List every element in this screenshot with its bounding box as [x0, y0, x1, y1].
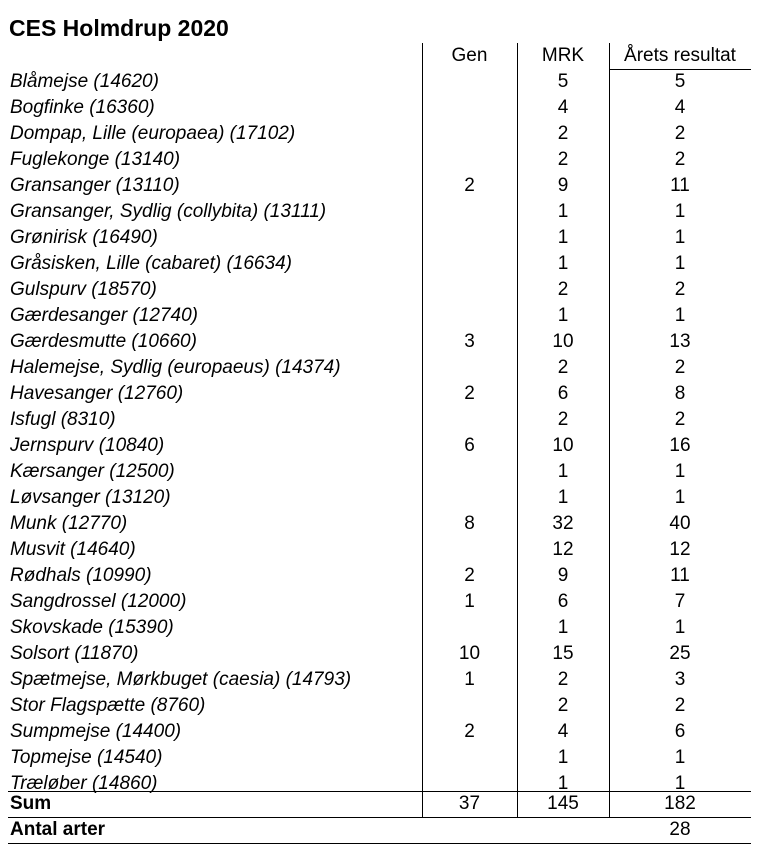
gen-value: 6 [464, 435, 475, 456]
mrk-value: 9 [557, 175, 569, 196]
result-value: 8 [674, 383, 686, 404]
sum-mrk: 145 [547, 793, 579, 814]
species-name: Topmejse (14540) [10, 747, 163, 768]
table-row [0, 277, 759, 303]
species-name: Dompap, Lille (europaea) (17102) [10, 123, 296, 144]
gen-value: 10 [458, 643, 481, 664]
result-value: 25 [669, 643, 691, 664]
sum-result: 182 [664, 793, 696, 814]
species-name: Gransanger, Sydlig (collybita) (13111) [10, 201, 327, 222]
gen-value: 2 [464, 565, 475, 586]
mrk-value: 10 [552, 331, 574, 352]
species-name: Løvsanger (13120) [10, 487, 171, 508]
mrk-value: 1 [557, 253, 569, 274]
gen-value: 1 [464, 591, 475, 612]
mrk-value: 6 [557, 383, 569, 404]
species-name: Gulspurv (18570) [10, 279, 157, 300]
mrk-value: 2 [557, 695, 569, 716]
species-count-value: 28 [669, 819, 691, 840]
table-row [0, 173, 759, 199]
species-name: Gråsisken, Lille (cabaret) (16634) [10, 253, 292, 274]
sum-label: Sum [10, 793, 52, 814]
gen-value: 2 [464, 721, 475, 742]
table-row [0, 641, 759, 667]
table-row [0, 433, 759, 459]
species-name: Solsort (11870) [10, 643, 139, 664]
result-value: 1 [674, 201, 686, 222]
table-row [0, 69, 759, 95]
mrk-value: 2 [557, 149, 569, 170]
species-name: Skovskade (15390) [10, 617, 174, 638]
species-name: Gærdesanger (12740) [10, 305, 198, 326]
mrk-value: 2 [557, 409, 569, 430]
species-name: Halemejse, Sydlig (europaeus) (14374) [10, 357, 341, 378]
table-row [0, 719, 759, 745]
header-mrk: MRK [541, 45, 585, 66]
mrk-value: 2 [557, 669, 569, 690]
result-value: 6 [674, 721, 686, 742]
header-gen: Gen [451, 45, 488, 66]
result-value: 40 [669, 513, 691, 534]
mrk-value: 1 [557, 487, 569, 508]
result-value: 1 [674, 747, 686, 768]
table-row [0, 459, 759, 485]
gen-value: 2 [464, 175, 475, 196]
mrk-value: 1 [557, 747, 569, 768]
mrk-value: 5 [557, 71, 569, 92]
mrk-value: 1 [557, 305, 569, 326]
result-value: 4 [674, 97, 686, 118]
table-row [0, 407, 759, 433]
mrk-value: 10 [552, 435, 574, 456]
mrk-value: 1 [557, 227, 569, 248]
species-name: Sumpmejse (14400) [10, 721, 182, 742]
species-name: Kærsanger (12500) [10, 461, 175, 482]
result-value: 2 [674, 149, 686, 170]
mrk-value: 1 [557, 201, 569, 222]
table-row [0, 615, 759, 641]
header-result: Årets resultat [624, 45, 736, 66]
gen-value: 3 [464, 331, 475, 352]
result-value: 11 [670, 565, 690, 586]
table-row [0, 693, 759, 719]
table-row [0, 121, 759, 147]
species-count-row [0, 817, 759, 843]
mrk-value: 4 [557, 721, 569, 742]
result-value: 11 [670, 175, 690, 196]
table-row [0, 95, 759, 121]
result-value: 5 [674, 71, 686, 92]
species-name: Grønirisk (16490) [10, 227, 158, 248]
mrk-value: 9 [557, 565, 569, 586]
gen-value: 2 [464, 383, 475, 404]
page-title: CES Holmdrup 2020 [9, 15, 229, 41]
species-name: Munk (12770) [10, 513, 128, 534]
table-row [0, 745, 759, 771]
species-name: Jernspurv (10840) [10, 435, 165, 456]
mrk-value: 2 [557, 357, 569, 378]
table-row [0, 485, 759, 511]
result-value: 1 [674, 487, 686, 508]
species-name: Musvit (14640) [10, 539, 136, 560]
species-name: Spætmejse, Mørkbuget (caesia) (14793) [10, 669, 352, 690]
table-row [0, 225, 759, 251]
mrk-value: 12 [552, 539, 574, 560]
table-row [0, 303, 759, 329]
species-name: Bogfinke (16360) [10, 97, 155, 118]
result-value: 12 [669, 539, 691, 560]
table-bottom-rule [8, 843, 751, 844]
mrk-value: 32 [552, 513, 574, 534]
mrk-value: 6 [557, 591, 569, 612]
result-value: 2 [674, 279, 686, 300]
species-name: Havesanger (12760) [10, 383, 184, 404]
table-row [0, 381, 759, 407]
result-value: 2 [674, 409, 686, 430]
table-row [0, 147, 759, 173]
table-row [0, 199, 759, 225]
sum-gen: 37 [458, 793, 481, 814]
table-row [0, 563, 759, 589]
table-row [0, 537, 759, 563]
species-name: Gransanger (13110) [10, 175, 180, 196]
result-value: 2 [674, 695, 686, 716]
table-row [0, 329, 759, 355]
mrk-value: 2 [557, 279, 569, 300]
mrk-value: 4 [557, 97, 569, 118]
species-name: Isfugl (8310) [10, 409, 116, 430]
result-value: 1 [674, 227, 686, 248]
table-row [0, 355, 759, 381]
species-name: Rødhals (10990) [10, 565, 152, 586]
result-value: 3 [674, 669, 686, 690]
mrk-value: 2 [557, 123, 569, 144]
mrk-value: 1 [557, 773, 569, 794]
result-value: 2 [674, 123, 686, 144]
result-value: 2 [674, 357, 686, 378]
species-name: Gærdesmutte (10660) [10, 331, 197, 352]
species-name: Blåmejse (14620) [10, 71, 159, 92]
species-name: Fuglekonge (13140) [10, 149, 181, 170]
result-value: 1 [674, 617, 686, 638]
result-value: 1 [674, 773, 686, 794]
species-count-label: Antal arter [10, 819, 106, 840]
gen-value: 8 [464, 513, 475, 534]
result-value: 16 [669, 435, 691, 456]
sum-row [0, 791, 759, 817]
result-value: 1 [674, 305, 686, 326]
result-value: 1 [674, 253, 686, 274]
species-name: Træløber (14860) [10, 773, 158, 794]
mrk-value: 15 [552, 643, 574, 664]
result-value: 7 [674, 591, 686, 612]
species-name: Sangdrossel (12000) [10, 591, 187, 612]
gen-value: 1 [464, 669, 475, 690]
mrk-value: 1 [557, 617, 569, 638]
result-value: 1 [674, 461, 686, 482]
table-row [0, 251, 759, 277]
mrk-value: 1 [557, 461, 569, 482]
species-name: Stor Flagspætte (8760) [10, 695, 206, 716]
result-value: 13 [669, 331, 691, 352]
table-row [0, 511, 759, 537]
table-row [0, 667, 759, 693]
table-row [0, 589, 759, 615]
